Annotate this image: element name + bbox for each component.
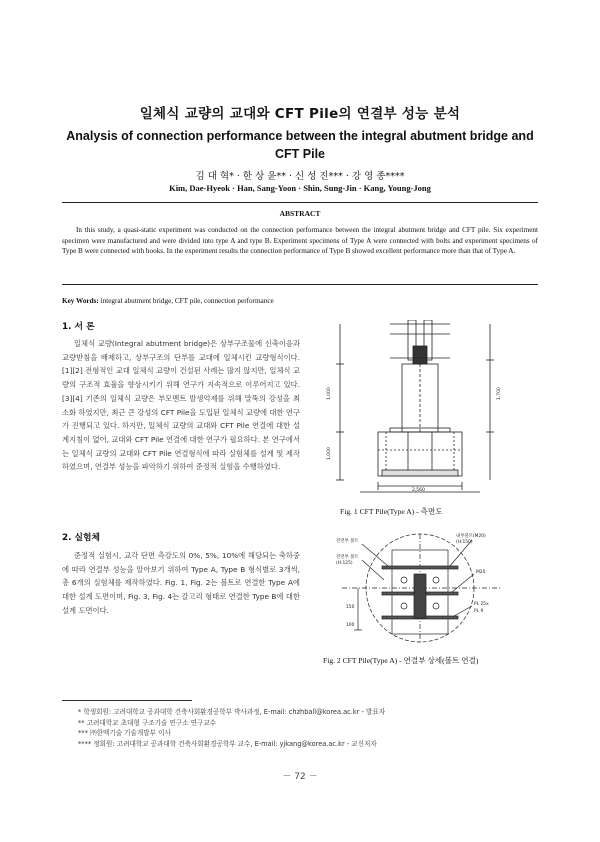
authors-english: Kim, Dae-Hyeok · Han, Sang-Yoon · Shin, Sung-Jin · Kang, Young-Jong [169, 183, 431, 193]
footnotes [78, 707, 538, 749]
section-1-text: 일체식 교량(Integral abutment bridge)은 상부구조물에 신축이음과 교량받침을 배제하고, 상부구조의 단부를 교대에 일체시킨 교량형식이다.[1][2] 전형적인 교대 일체식 교량이 건설된 사례는 많지 않지만, 일체식 교량의 구조적 효율을 향상시키기 위해 연구가 지속적으로 이루어지고 있다.[3][4] 기존의 일체식 교량은 부모멘트 발생억제를 위해 말뚝의 강성을 최소화 하였지만, 최근 큰 강성의 CFT Pile을 도입된 일체식 교량에 대한 연구가 진행되고 있다. 하지만, 일체식 교량의 교대와 CFT Pile 연결에 대한 설계지침이 없어, 교대와 CFT Pile 연결에 대한 연구가 필요하다. 본 연구에서는 일체식 교량의 교대와 CFT Pile 연결형식에 따라 실험체를 설계 및 제작하였으며, 연결부 성능을 파악하기 위하여 준정적 실험을 수행하였다. [62, 339, 300, 472]
fig1-dim-label: 1,000 [327, 447, 332, 460]
footnote-item: * 학생회원: 고려대학교 공과대학 건축사회환경공학부 박사과정, E-mail: chzhball@korea.ac.kr - 발표자 [78, 708, 386, 716]
keywords-label: Key Words: [62, 297, 99, 305]
figure-1-drawing [320, 320, 520, 495]
fig1-dim-label: 2,560 [412, 488, 425, 493]
abstract-text: In this study, a quasi-static experiment was conducted on the connection performance between the integral abutment bridge and CFT pile. Six experiment specimen were manufactured and were divided into type A and type B. Experiment specimens of Type A were connected with bolts and experiment specimens of Type B were connected with hooks. In the experiment results the connection performance of Type B showed excellent performance more than that of Type A. [62, 226, 538, 256]
figure-2-drawing [322, 530, 522, 645]
abstract-bottom-rule [62, 284, 538, 285]
footnote-rule [62, 700, 192, 701]
fig2-label: M20 [476, 570, 486, 575]
page-number: － 72 － [282, 772, 318, 782]
paper-title-korean: 일체식 교량의 교대와 CFT Pile의 연결부 성능 분석 [139, 106, 461, 122]
figure-1-caption: Fig. 1 CFT Pile(Type A) - 측면도 [340, 507, 443, 516]
fig2-label: PL 9 [474, 609, 484, 614]
paper-title-english: Analysis of connection performance between the integral abutment bridge and CFT Pile [66, 129, 534, 161]
abstract-top-rule [62, 202, 538, 203]
fig1-dim-label: 1,000 [327, 387, 332, 400]
fig2-label: (H:150) [456, 540, 473, 545]
fig2-label: 100 [346, 623, 355, 628]
abstract-heading: ABSTRACT [279, 209, 321, 218]
keywords [62, 297, 538, 305]
section-1-heading: 1. 서 론 [62, 322, 95, 332]
section-2-text: 준정적 실험시, 교각 단면 측강도의 0%, 5%, 10%에 해당되는 축하중에 따라 연결부 성능을 알아보기 위하여 Type A, Type B 형식별로 3개씩, 총 6개의 실험체를 제작하였다. Fig. 1, Fig. 2는 볼트로 연결한 Type A에 대한 설계 도면이며, Fig. 3, Fig. 4는 갈고리 형태로 연결한 Type B에 대한 설계 도면이다. [62, 551, 300, 615]
fig2-label: 150 [346, 605, 355, 610]
authors-korean: 김 대 혁* · 한 상 윤** · 신 성 진*** · 강 영 종**** [195, 171, 405, 182]
footnote-item: ** 고려대학교 초대형 구조기술 연구소 연구교수 [78, 718, 217, 727]
figure-2-caption: Fig. 2 CFT Pile(Type A) - 연결부 상세(볼트 연결) [323, 656, 479, 665]
section-2-heading: 2. 실험체 [62, 533, 101, 543]
fig2-label: 내부볼트(M20) [456, 534, 486, 539]
fig2-label: 전면부 볼트 [336, 539, 359, 544]
fig1-dim-label: 1,700 [497, 387, 502, 400]
footnote-item: **** 정회원: 고려대학교 공과대학 건축사회환경공학부 교수, E-mail: yjkang@korea.ac.kr - 교신저자 [78, 739, 377, 748]
fig2-label: PL 25x [474, 602, 489, 607]
keywords-text: integral abutment bridge, CFT pile, connection performance [98, 297, 274, 305]
footnote-item: *** ㈜한맥기술 기술개발부 이사 [78, 729, 171, 737]
fig2-label: 전면부 볼트 [336, 555, 359, 560]
fig2-label: (H:125) [336, 561, 353, 566]
